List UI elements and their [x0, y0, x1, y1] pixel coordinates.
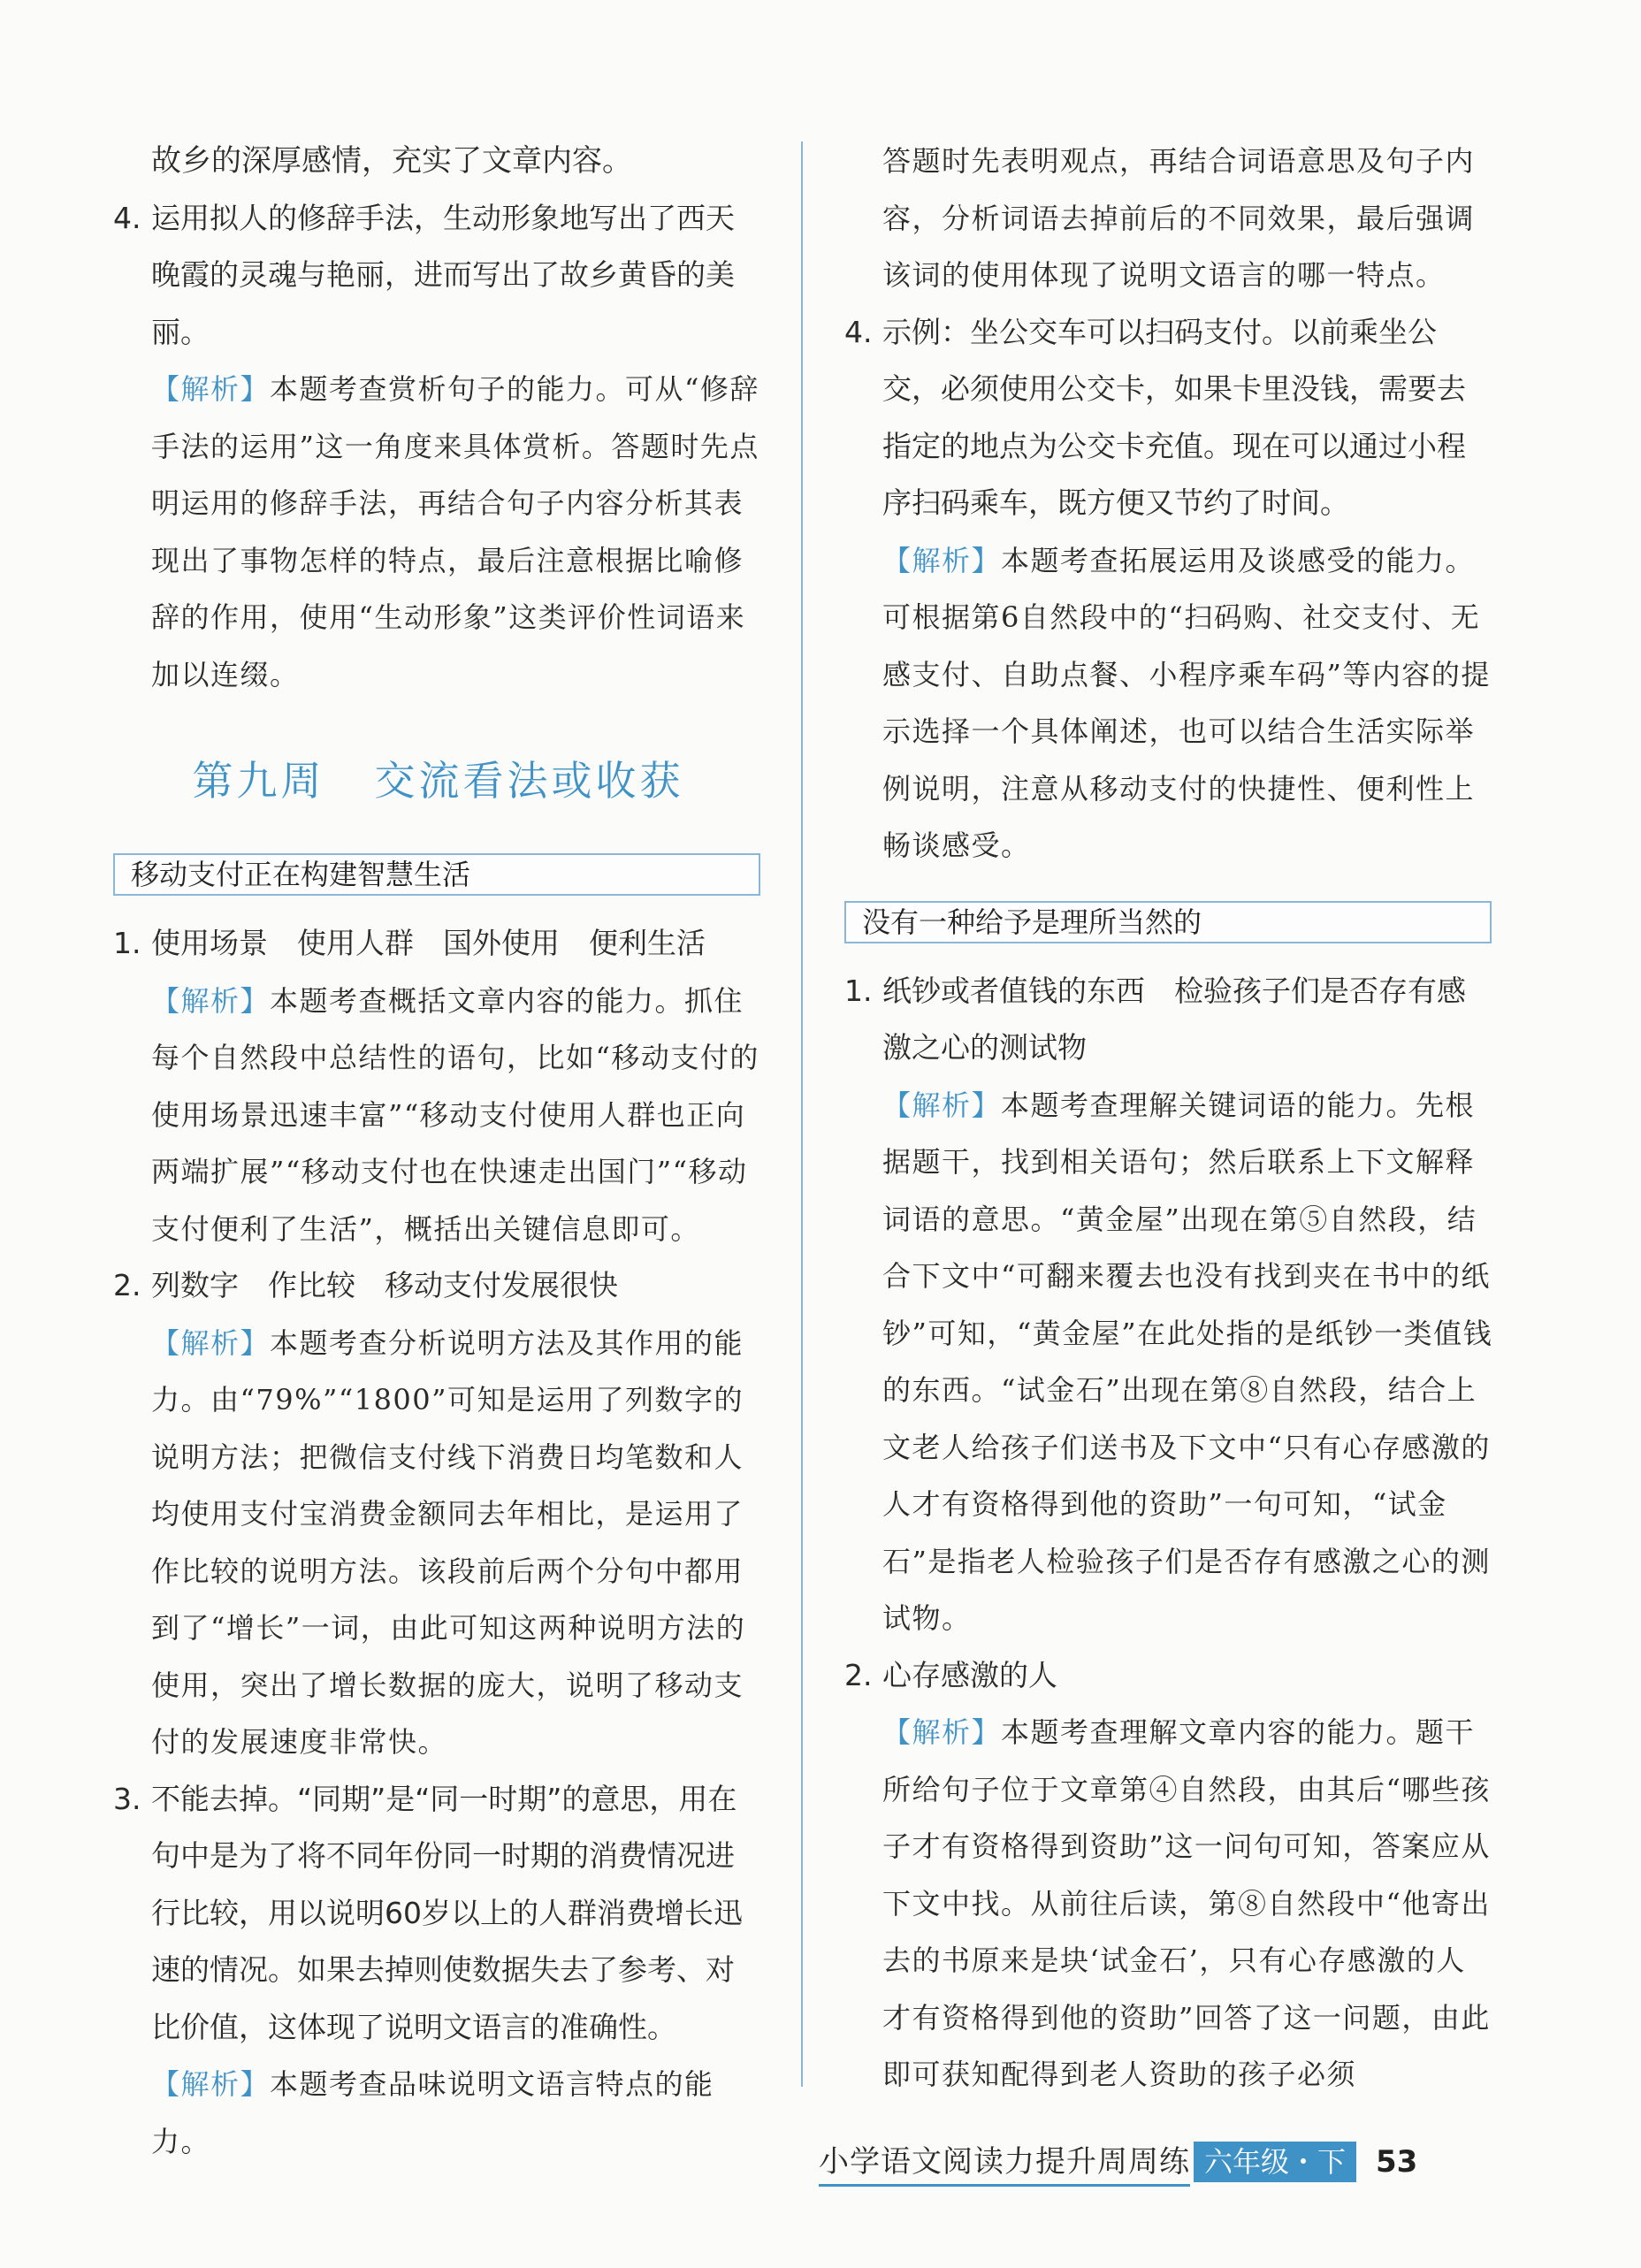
item-number: 4.	[113, 200, 141, 235]
answer-text: 列数字 作比较 移动支付发展很快	[151, 1268, 618, 1302]
analysis-tag: 【解析】	[882, 1088, 1002, 1122]
answer-text: 纸钞或者值钱的东西 检验孩子们是否存有感激之心的测试物	[882, 973, 1466, 1065]
analysis-text: 【解析】本题考查拓展运用及谈感受的能力。可根据第6自然段中的“扫码购、社交支付、无感支付、自助点餐、小程序乘车码”等内容的提示选择一个具体阐述，也可以结合生活实际举例说明，注意从移动支付的快捷性、便利性上畅谈感受。	[882, 543, 1491, 862]
analysis-text: 【解析】本题考查分析说明方法及其作用的能力。由“79%”“1800”可知是运用了列数字的说明方法；把微信支付线下消费日均笔数和人均使用支付宝消费金额同去年相比，是运用了作比较的说明方法。该段前后两个分句中都用到了“增长”一词，由此可知这两种说明方法的使用，突出了增长数据的庞大，说明了移动支付的发展速度非常快。	[151, 1325, 746, 1759]
analysis-tag: 【解析】	[882, 543, 1002, 577]
analysis-text: 【解析】本题考查理解文章内容的能力。题干所给句子位于文章第④自然段，由其后“哪些孩子才有资格得到资助”这一问句可知，答案应从下文中找。从前往后读，第⑧自然段中“他寄出去的书原来是块‘试金石’，只有心存感激的人才有资格得到他的资助”回答了这一问题，由此即可获知配得到老人资助的孩子必须	[882, 1715, 1491, 2091]
answer-item	[113, 915, 763, 1257]
answer-item	[113, 190, 763, 704]
item-number: 3.	[113, 1781, 141, 1816]
item-number: 2.	[844, 1657, 873, 1692]
analysis-tag: 【解析】	[151, 983, 271, 1018]
section-title: 移动支付正在构建智慧生活	[113, 853, 760, 896]
item-number: 1.	[113, 926, 141, 960]
page-footer	[819, 2138, 1417, 2186]
item-number: 2.	[113, 1268, 141, 1302]
section-title: 没有一种给予是理所当然的	[844, 901, 1492, 943]
analysis-tag: 【解析】	[151, 2067, 271, 2101]
book-title: 小学语文阅读力提升周周练	[819, 2137, 1190, 2187]
analysis-tag: 【解析】	[882, 1715, 1002, 1749]
answer-item	[844, 1647, 1494, 2104]
column-divider	[801, 141, 803, 2087]
paragraph-continuation: 故乡的深厚感情，充实了文章内容。	[151, 143, 632, 179]
answer-text: 示例：坐公交车可以扫码支付。以前乘坐公交，必须使用公交卡，如果卡里没钱，需要去指定的地点为公交卡充值。现在可以通过小程序扫码乘车，既方便又节约了时间。	[882, 314, 1466, 520]
answer-item	[113, 1771, 763, 2171]
week-title: 第九周 交流看法或收获	[192, 757, 684, 805]
analysis-tag: 【解析】	[151, 372, 271, 406]
page-number: 53	[1376, 2144, 1418, 2180]
answer-text: 心存感激的人	[882, 1657, 1057, 1692]
analysis-text: 【解析】本题考查赏析句子的能力。可从“修辞手法的运用”这一角度来具体赏析。答题时先点明运用的修辞手法，再结合句子内容分析其表现出了事物怎样的特点，最后注意根据比喻修辞的作用，使用“生动形象”这类评价性词语来加以连缀。	[151, 372, 759, 691]
analysis-continuation: 答题时先表明观点，再结合词语意思及句子内容，分析词语去掉前后的不同效果，最后强调该词的使用体现了说明文语言的哪一特点。	[882, 144, 1476, 292]
answer-item	[113, 1257, 763, 1771]
item-number: 1.	[844, 973, 873, 1008]
right-column	[844, 133, 1494, 2104]
answer-text: 运用拟人的修辞手法，生动形象地写出了西天晚霞的灵魂与艳丽，进而写出了故乡黄昏的美丽。	[151, 200, 735, 349]
analysis-text: 【解析】本题考查概括文章内容的能力。抓住每个自然段中总结性的语句，比如“移动支付的使用场景迅速丰富”“移动支付使用人群也正向两端扩展”“移动支付也在快速走出国门”“移动支付便利了生活”，概括出关键信息即可。	[151, 983, 759, 1246]
left-column	[113, 133, 763, 2170]
analysis-text: 【解析】本题考查理解关键词语的能力。先根据题干，找到相关语句；然后联系上下文解释词语的意思。“黄金屋”出现在第⑤自然段，结合下文中“可翻来覆去也没有找到夹在书中的纸钞”可知，“黄金屋”在此处指的是纸钞一类值钱的东西。“试金石”出现在第⑧自然段，结合上文老人给孩子们送书及下文中“只有心存感激的人才有资格得到他的资助”一句可知，“试金石”是指老人检验孩子们是否存有感激之心的测试物。	[882, 1088, 1493, 1635]
grade-badge: 六年级・下	[1194, 2142, 1356, 2182]
item-number: 4.	[844, 314, 873, 349]
answer-item	[844, 963, 1494, 1647]
analysis-tag: 【解析】	[151, 1325, 271, 1360]
answer-text: 不能去掉。“同期”是“同一时期”的意思，用在句中是为了将不同年份同一时期的消费情况进行比较，用以说明60岁以上的人群消费增长迅速的情况。如果去掉则使数据失去了参考、对比价值，这体现了说明文语言的准确性。	[151, 1781, 743, 2044]
answer-item	[844, 304, 1494, 874]
answer-text: 使用场景 使用人群 国外使用 便利生活	[151, 926, 706, 960]
analysis-text: 【解析】本题考查品味说明文语言特点的能力。	[151, 2067, 714, 2158]
